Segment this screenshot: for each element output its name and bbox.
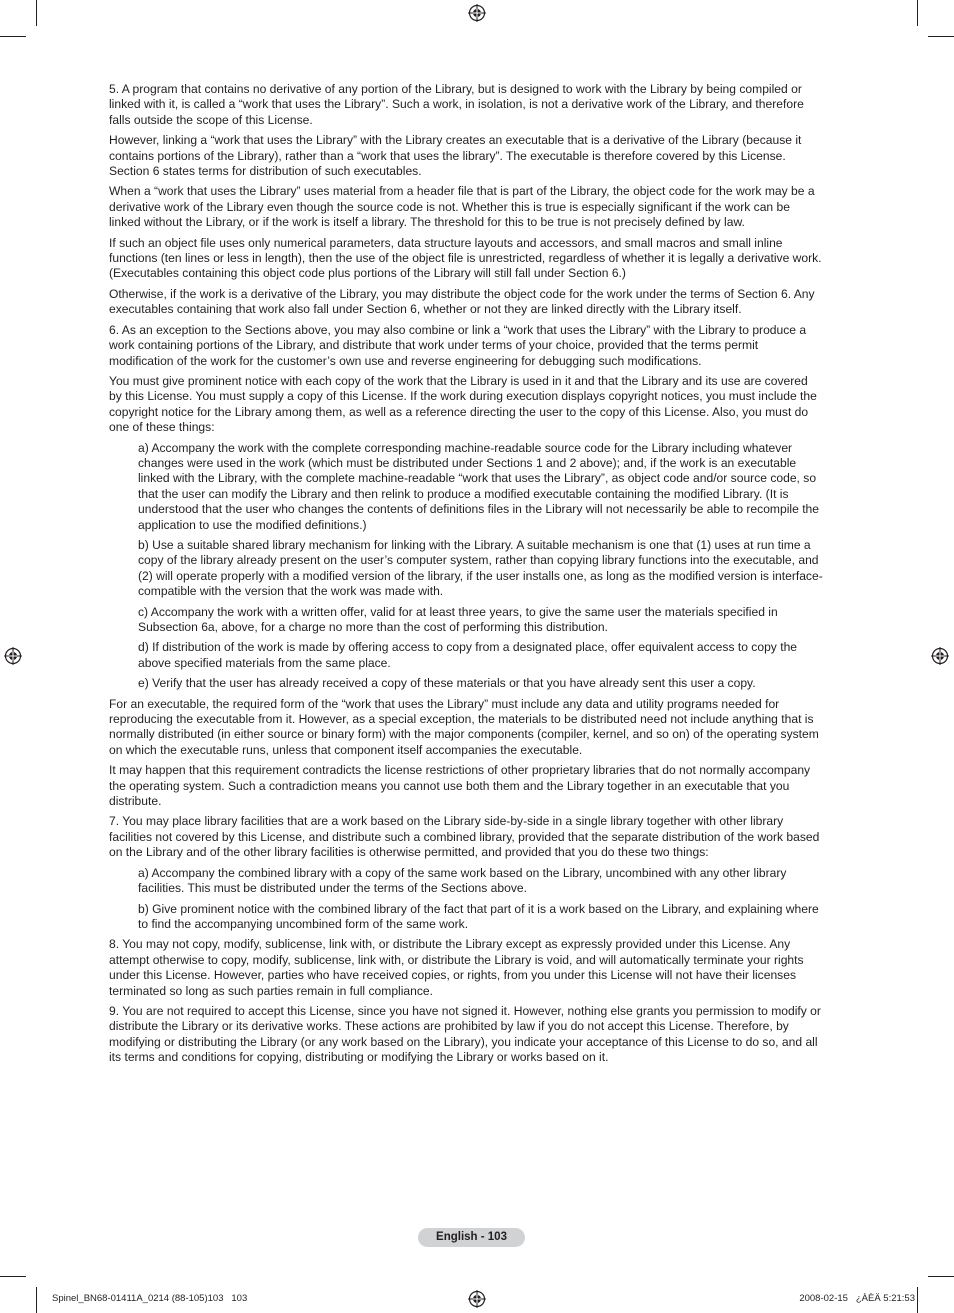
license-text: [109, 82, 823, 1071]
list-item: b) Give prominent notice with the combined library of the fact that part of it is a work based on the Library, and explaining where to find the accompanying uncombined form of the same work.: [138, 901, 819, 931]
list-item: e) Verify that the user has already received a copy of these materials or that you have already sent this user a copy.: [138, 676, 756, 691]
registration-mark-icon: [931, 647, 949, 665]
paragraph: However, linking a “work that uses the Library” with the Library creates an executable that is a derivative of the Library (because it contains portions of the Library), rather than a “work that uses the library”. The executable is therefore covered by this License. Section 6 states terms for distribution of such executables.: [109, 133, 802, 179]
paragraph: 7. You may place library facilities that are a work based on the Library side-by-side in a single library together with other library facilities not covered by this License, and distribute such a combined library, provided that the separate distribution of the work based on the Library and of the other library facilities is otherwise permitted, and provided that you do these two things:: [109, 814, 820, 860]
paragraph: 8. You may not copy, modify, sublicense, link with, or distribute the Library except as expressly provided under this License. Any attempt otherwise to copy, modify, sublicense, link with, or distribute the Library is void, and will automatically terminate your rights under this License. However, parties who have received copies, or rights, from you under this License will not have their licenses terminated so long as such parties remain in full compliance.: [109, 937, 804, 998]
paragraph: Otherwise, if the work is a derivative of the Library, you may distribute the object code for the work under the terms of Section 6. Any executables containing that work also fall under Section 6, whether or not they are linked directly with the Library itself.: [109, 286, 815, 317]
footer-timestamp: 2008-02-15 ¿ÀÈÄ 5:21:53: [799, 1293, 915, 1304]
registration-mark-icon: [468, 4, 486, 22]
list-item: a) Accompany the combined library with a copy of the same work based on the Library, uncombined with any other library facilities. This must be distributed under the terms of the Sections above.: [138, 865, 787, 896]
crop-mark: [0, 1276, 26, 1277]
list-item: c) Accompany the work with a written offer, valid for at least three years, to give the same user the materials specified in Subsection 6a, above, for a charge no more than the cost of performing this distribution.: [138, 604, 778, 634]
paragraph: You must give prominent notice with each copy of the work that the Library is used in it and that the Library and its use are covered by this License. You must supply a copy of this License. If the work during execution displays copyright notices, you must include the copyright notice for the Library among them, as well as a reference directing the user to the copy of this License. Also, you must do one of these things:: [109, 373, 817, 435]
crop-mark: [0, 36, 26, 37]
crop-mark: [917, 1287, 918, 1313]
list-item: d) If distribution of the work is made by offering access to copy from a designated place, offer equivalent access to copy the above specified materials from the same place.: [138, 640, 798, 670]
list-item: a) Accompany the work with the complete corresponding machine-readable source code for the Library including whatever changes were used in the work (which must be distributed under Sections 1 and 2 above); and, if the work is an executable linked with the Library, with the complete machine-readable “work that uses the Library”, as object code and/or source code, so that the user can modify the Library and then relink to produce a modified executable containing the modified Library. (It is understood that the user who changes the contents of definitions files in the Library will not necessarily be able to recompile the application to use the modified definitions.): [138, 440, 820, 532]
paragraph: If such an object file uses only numerical parameters, data structure layouts and accessors, and small macros and small inline functions (ten lines or less in length), then the use of the object file is unrestricted, regardless of whether it is legally a derivative work. (Executables containing this object code plus portions of the Library will still fall under Section 6.): [109, 235, 822, 281]
crop-mark: [36, 0, 37, 26]
page-number-badge: English - 103: [418, 1228, 525, 1247]
paragraph: It may happen that this requirement contradicts the license restrictions of other proprietary libraries that do not normally accompany the operating system. Such a contradiction means you cannot use both them and the Library together in an executable that you distribute.: [109, 763, 811, 809]
list-item: b) Use a suitable shared library mechanism for linking with the Library. A suitable mechanism is one that (1) uses at run time a copy of the library already present on the user’s computer system, rather than copying library functions into the executable, and (2) will operate properly with a modified version of the library, if the user installs one, as long as the modified version is interface-compatible with the version that the work was made with.: [138, 537, 823, 599]
registration-mark-icon: [468, 1290, 486, 1308]
paragraph: When a “work that uses the Library” uses material from a header file that is part of the Library, the object code for the work may be a derivative work of the Library even though the source code is not. Whether this is true is especially significant if the work can be linked without the Library, or if the work is itself a library. The threshold for this to be true is not precisely defined by law.: [109, 184, 815, 230]
footer-file-info: Spinel_BN68-01411A_0214 (88-105)103 103: [52, 1293, 248, 1304]
crop-mark: [928, 36, 954, 37]
crop-mark: [36, 1287, 37, 1313]
crop-mark: [917, 0, 918, 26]
paragraph: 9. You are not required to accept this License, since you have not signed it. However, nothing else grants you permission to modify or distribute the Library or its derivative works. These actions are prohibited by law if you do not accept this License. Therefore, by modifying or distributing the Library (or any work based on the Library), you indicate your acceptance of this License to do so, and all its terms and conditions for copying, distributing or modifying the Library or works based on it.: [109, 1003, 821, 1065]
paragraph: For an executable, the required form of the “work that uses the Library” must include any data and utility programs needed for reproducing the executable from it. However, as a special exception, the materials to be distributed need not include anything that is normally distributed (in either source or binary form) with the major components (compiler, kernel, and so on) of the operating system on which the executable runs, unless that component itself accompanies the executable.: [109, 696, 819, 757]
registration-mark-icon: [4, 647, 22, 665]
paragraph: 5. A program that contains no derivative of any portion of the Library, but is designed to work with the Library by being compiled or linked with it, is called a “work that uses the Library”. Such a work, in isolation, is not a derivative work of the Library, and therefore falls outside the scope of this License.: [109, 82, 804, 127]
paragraph: 6. As an exception to the Sections above, you may also combine or link a “work that uses the Library” with the Library to produce a work containing portions of the Library, and distribute that work under terms of your choice, provided that the terms permit modification of the work for the customer’s own use and reverse engineering for debugging such modifications.: [109, 322, 807, 368]
crop-mark: [928, 1276, 954, 1277]
